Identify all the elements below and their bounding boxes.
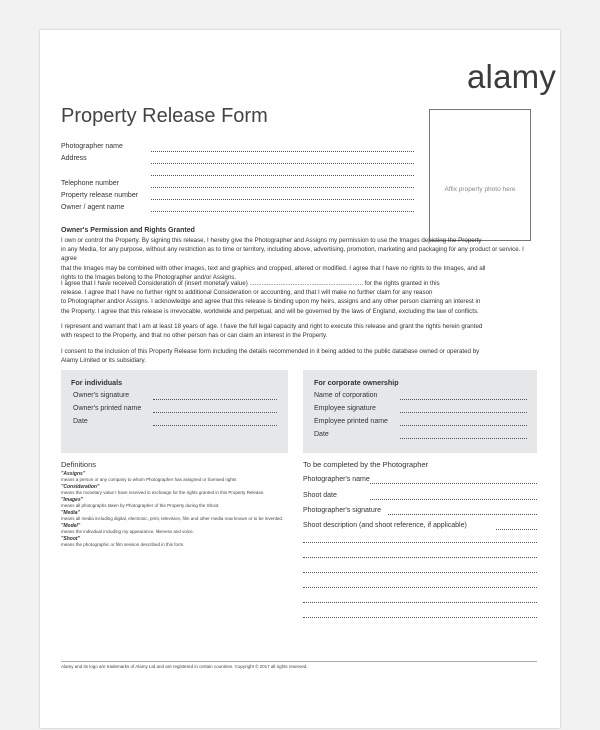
corporate-date-label: Date bbox=[314, 431, 329, 438]
definition-item: "Shoot" means the photographic or film session described in this form. bbox=[61, 536, 185, 547]
address-field-2[interactable] bbox=[151, 175, 414, 176]
definition-item: "Images" means all photographs taken by Photographer of the Property during the Shoot. bbox=[61, 497, 220, 508]
employee-printed-name-label: Employee printed name bbox=[314, 418, 388, 425]
permission-paragraph-1: I own or control the Property. By signing this release, I hereby give the Photographer and Assigns my permission to use the Images depicting the Property in any Media, for any purpose, without any restriction as to time or territory, including above, advertising, promotion, marketing and packaging for any product or service. I agree that the Images may be combined with other images, text and graphics and cropped, altered or modified. I agree that I have no rights to the Images, and all rights to the Images belong to the Photographer and/or Assigns. bbox=[61, 237, 524, 281]
address-field-1[interactable] bbox=[151, 163, 414, 164]
corporation-name-label: Name of corporation bbox=[314, 392, 378, 399]
address-label: Address bbox=[61, 155, 87, 162]
alamy-logo: alamy bbox=[467, 58, 557, 95]
owners-permission-heading: Owner's Permission and Rights Granted bbox=[61, 227, 195, 234]
definitions-list bbox=[61, 471, 291, 547]
photo-box-label: Affix property photo here bbox=[444, 186, 516, 193]
owner-signature-field[interactable] bbox=[153, 399, 277, 400]
photographers-name-label: Photographer's name bbox=[303, 476, 370, 483]
release-number-label: Property release number bbox=[61, 192, 139, 199]
photographer-name-field[interactable] bbox=[151, 151, 414, 152]
permission-paragraph-4: I consent to the inclusion of this Property Release form including the details recommended in it being added to the public database owned or operated by Alamy Limited or its subsidiary. bbox=[61, 348, 480, 365]
shoot-description-field-2[interactable] bbox=[303, 542, 537, 543]
corporation-name-field[interactable] bbox=[400, 399, 527, 400]
owner-signature-label: Owner's signature bbox=[73, 392, 130, 399]
shoot-description-field-6[interactable] bbox=[303, 602, 537, 603]
permission-paragraph-3: I represent and warrant that I am at least 18 years of age. I have the full legal capacity and right to execute this release and grant the rights herein granted with respect to the Property, and that no other person has or can claim an interest in the Property. bbox=[61, 323, 483, 340]
photographer-name-label: Photographer name bbox=[61, 143, 123, 150]
shoot-description-field-1[interactable] bbox=[496, 529, 537, 530]
employee-printed-name-field[interactable] bbox=[400, 425, 527, 426]
owner-agent-label: Owner / agent name bbox=[61, 204, 125, 211]
corporate-date-field[interactable] bbox=[400, 438, 527, 439]
definition-item: "Media" means all media including digital, electronic, print, television, film and other media now known or to be invented. bbox=[61, 510, 284, 521]
individual-date-field[interactable] bbox=[153, 425, 277, 426]
corporate-box bbox=[303, 370, 537, 453]
permission-paragraph-2: I agree that I have received Consideration of (insert monetary value) .................................................................. for the rights granted in this release. I agree that I have no further right to additional Consideration or accounting, and that I will make no further claim for any reason to Photographer and/or Assigns. I acknowledge and agree that this release is binding upon my heirs, assigns and any other person claiming an interest in the Property. I agree that this release is irrevocable, worldwide and perpetual, and will be governed by the laws of England, excluding the law of conflicts. bbox=[61, 280, 481, 315]
corporate-heading: For corporate ownership bbox=[314, 378, 399, 387]
release-number-field[interactable] bbox=[151, 199, 414, 200]
shoot-description-field-3[interactable] bbox=[303, 557, 537, 558]
release-form-page bbox=[40, 30, 560, 728]
individual-date-label: Date bbox=[73, 418, 88, 425]
photographers-name-field[interactable] bbox=[370, 483, 537, 484]
shoot-description-field-4[interactable] bbox=[303, 572, 537, 573]
shoot-description-field-5[interactable] bbox=[303, 587, 537, 588]
definition-item: "Consideration" means the monetary value I have received in exchange for the rights granted in this Property Release. bbox=[61, 484, 265, 495]
shoot-date-field[interactable] bbox=[370, 499, 537, 500]
telephone-field[interactable] bbox=[151, 187, 414, 188]
shoot-description-label: Shoot description (and shoot reference, if applicable) bbox=[303, 522, 467, 529]
employee-signature-field[interactable] bbox=[400, 412, 527, 413]
shoot-description-field-7[interactable] bbox=[303, 617, 537, 618]
photographers-signature-label: Photographer's signature bbox=[303, 507, 381, 514]
owner-printed-name-field[interactable] bbox=[153, 412, 277, 413]
telephone-label: Telephone number bbox=[61, 180, 119, 187]
footer-divider bbox=[61, 661, 537, 662]
individuals-heading: For individuals bbox=[71, 378, 123, 387]
footer-text: Alamy and its logo are trademarks of Alamy Ltd and are registered in certain countries. Copyright © 2017 all rights reserved. bbox=[61, 664, 308, 669]
page-title: Property Release Form bbox=[61, 105, 268, 127]
owner-agent-field[interactable] bbox=[151, 211, 414, 212]
definition-item: "Model" means the individual including my appearance, likeness and voice. bbox=[61, 523, 194, 534]
property-photo-box[interactable] bbox=[429, 109, 531, 241]
shoot-date-label: Shoot date bbox=[303, 492, 337, 499]
owner-printed-name-label: Owner's printed name bbox=[73, 405, 142, 412]
employee-signature-label: Employee signature bbox=[314, 405, 376, 412]
photographer-section-heading: To be completed by the Photographer bbox=[303, 460, 429, 469]
photographers-signature-field[interactable] bbox=[388, 514, 537, 515]
definitions-heading: Definitions bbox=[61, 460, 97, 469]
individuals-box bbox=[61, 370, 288, 453]
definition-item: "Assigns" means a person or any company to whom Photographer has assigned or licensed rights bbox=[61, 471, 237, 482]
